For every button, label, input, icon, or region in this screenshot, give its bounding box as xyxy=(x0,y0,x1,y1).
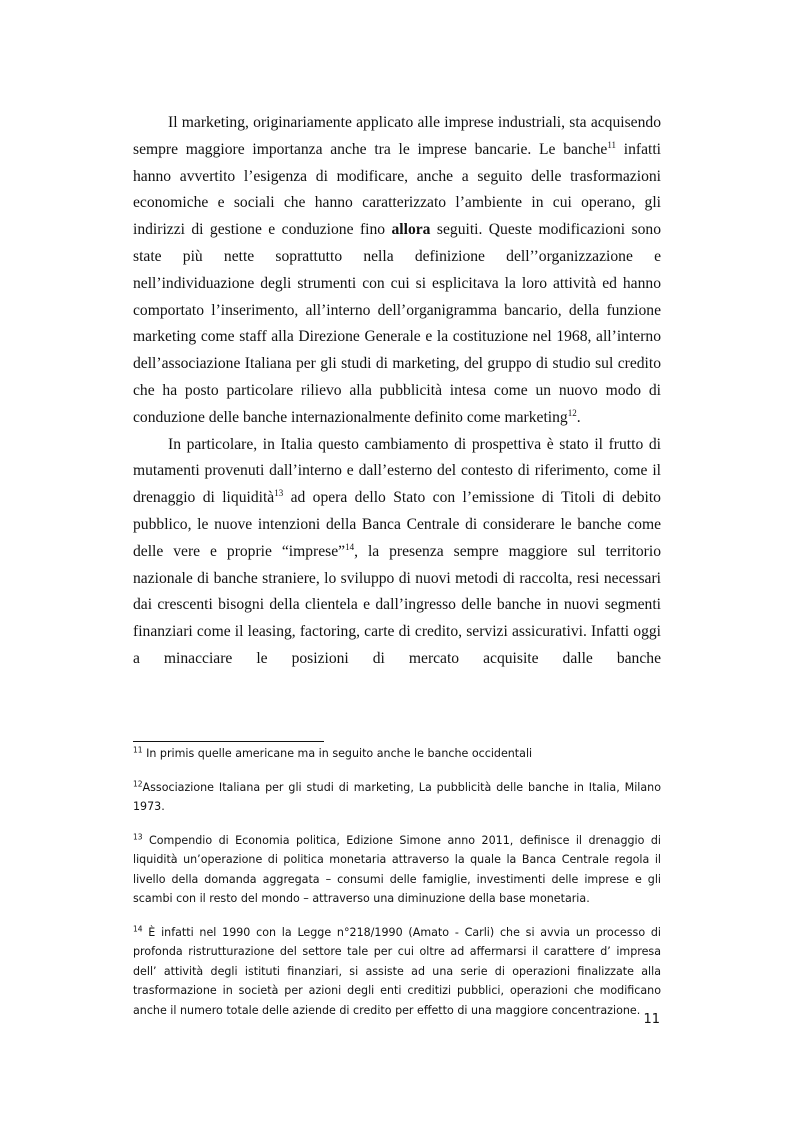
paragraph-1-text-a: Il marketing, originariamente applicato alle imprese industriali, sta acquisendo sempre maggiore importanza anche tra le imprese bancarie. Le banche xyxy=(133,114,661,158)
paragraph-2-text-c: , la presenza sempre maggiore sul territorio nazionale di banche straniere, lo sviluppo di nuovi metodi di raccolta, resi necessari dai crescenti bisogni della clientela e dall’ingresso delle banche in nuovi segmenti finanziari come il leasing, factoring, carte di credito, servizi assicurativi. Infatti oggi a minacciare le posizioni di mercato acquisite dalle banche xyxy=(133,542,662,667)
page-number: 11 xyxy=(643,1012,660,1027)
footnote-ref-13: 13 xyxy=(274,487,284,498)
footnote-number: 11 xyxy=(133,745,143,755)
footnote-separator xyxy=(133,741,324,742)
paragraph-2 xyxy=(133,432,661,673)
paragraph-1-text-d: . xyxy=(576,408,581,426)
footnote-12 xyxy=(133,778,661,817)
footnote-text: In primis quelle americane ma in seguito anche le banche occidentali xyxy=(142,747,533,760)
footnote-13 xyxy=(133,831,661,909)
paragraph-2-text-b: ad opera dello Stato con l’emissione di Titoli di debito pubblico, le nuove intenzioni della Banca Centrale di considerare le banche come delle vere e proprie “imprese” xyxy=(133,489,661,560)
bold-word: allora xyxy=(391,221,431,239)
footnote-text: Compendio di Economia politica, Edizione Simone anno 2011, definisce il drenaggio di liquidità un’operazione di politica monetaria attraverso la quale la Banca Centrale regola il livello della domanda aggregata – consumi delle famiglie, investimenti delle imprese e gli scambi con il resto del mondo – attraverso una diminuzione della base monetaria. xyxy=(133,833,661,905)
footnote-11 xyxy=(133,744,661,764)
paragraph-2-text-a: In particolare, in Italia questo cambiamento di prospettiva è stato il frutto di mutamenti provenuti dall’interno e dall’esterno del contesto di riferimento, come il drenaggio di liquidità xyxy=(133,435,661,507)
footnote-number: 14 xyxy=(133,923,143,933)
footnote-ref-12: 12 xyxy=(567,407,577,418)
paragraph-1-text-b: infatti hanno avvertito l’esigenza di modificare, anche a seguito delle trasformazioni economiche e sociali che hanno caratterizzato l’ambiente in cui operano, gli indirizzi di gestione e conduzione fino xyxy=(133,140,662,239)
footnote-number: 13 xyxy=(133,831,143,841)
body-text xyxy=(133,110,661,673)
footnote-text: È infatti nel 1990 con la Legge n°218/1990 (Amato - Carli) che si avvia un processo di profonda ristrutturazione del settore tale per cui oltre ad affermarsi il carattere d’ impresa dell’ attività degli istituti finanziari, si assiste ad una serie di operazioni finalizzate alla trasformazione in società per azioni degli enti creditizi pubblici, operazioni che modificano anche il numero totale delle aziende di credito per effetto di una maggiore concentrazione. xyxy=(133,925,661,1017)
footnote-text: Associazione Italiana per gli studi di marketing, La pubblicità delle banche in Italia, Milano 1973. xyxy=(133,780,661,813)
footnote-ref-14: 14 xyxy=(345,541,355,552)
footnotes xyxy=(133,744,661,1020)
footnote-14 xyxy=(133,923,661,1021)
footnote-ref-11: 11 xyxy=(607,139,617,150)
paragraph-1 xyxy=(133,110,661,432)
paragraph-1-text-c: seguiti. Queste modificazioni sono state più nette soprattutto nella definizione dell’’organizzazione e nell’individuazione degli strumenti con cui si esplicitava la loro attività ed hanno comportato l’inserimento, all’interno dell’organigramma bancario, della funzione marketing come staff alla Direzione Generale e la costituzione nel 1968, all’interno dell’associazione Italiana per gli studi di marketing, del gruppo di studio sul credito che ha posto particolare rilievo alla pubblicità intesa come un nuovo modo di conduzione delle banche internazionalmente definito come marketing xyxy=(133,221,662,426)
footnote-number: 12 xyxy=(133,778,143,788)
